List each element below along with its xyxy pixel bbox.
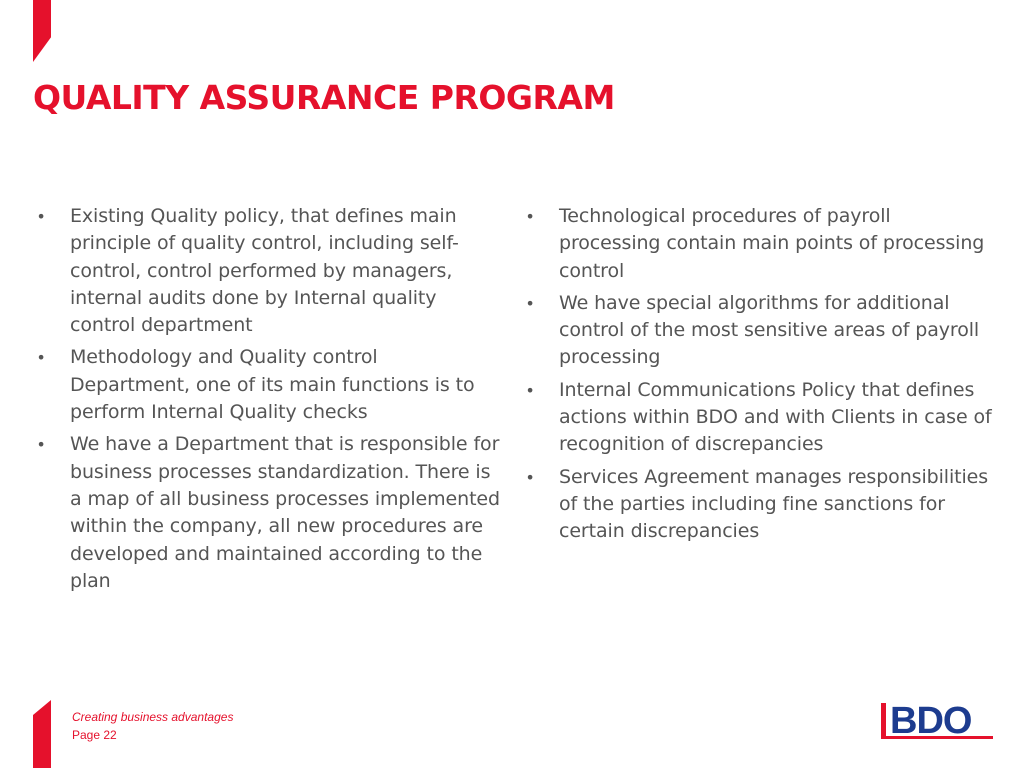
bullet-text: We have a Department that is responsible for business processes standardization. There is a map of all business processes implemented within the company, all new procedures are developed and maintained according to the plan: [70, 433, 500, 592]
list-item: [33, 344, 503, 426]
right-bullet-list: [522, 203, 992, 551]
bullet-text: Technological procedures of payroll processing contain main points of processing control: [559, 205, 985, 282]
bullet-icon: •: [36, 207, 46, 226]
list-item: [522, 377, 992, 459]
list-item: [522, 203, 992, 285]
logo-wordmark: BDO: [890, 700, 972, 742]
bdo-logo: [881, 697, 993, 743]
bullet-icon: •: [525, 207, 535, 226]
bullet-text: Internal Communications Policy that defines actions within BDO and with Clients in case of recognition of discrepancies: [559, 378, 992, 456]
footer-page-number: Page 22: [72, 728, 117, 742]
list-item: [522, 290, 992, 372]
left-bullet-list: [33, 203, 503, 600]
top-accent-bar: [33, 0, 51, 62]
bullet-text: Methodology and Quality control Department, one of its main functions is to perform Internal Quality checks: [70, 346, 475, 424]
bottom-accent-bar: [33, 700, 51, 768]
bullet-icon: •: [36, 435, 46, 455]
bullet-icon: •: [36, 348, 46, 368]
bullet-text: Services Agreement manages responsibilities of the parties including fine sanctions for certain discrepancies: [559, 465, 989, 543]
logo-red-bar: [881, 703, 886, 739]
footer-tagline: Creating business advantages: [72, 710, 234, 724]
bullet-text: We have special algorithms for additional control of the most sensitive areas of payroll processing: [559, 291, 980, 369]
slide-title: QUALITY ASSURANCE PROGRAM: [33, 78, 615, 117]
bullet-icon: •: [525, 467, 535, 487]
bullet-icon: •: [525, 380, 535, 400]
list-item: [33, 431, 503, 595]
bullet-icon: •: [525, 293, 535, 313]
bullet-text: Existing Quality policy, that defines main principle of quality control, including self-control, control performed by managers, internal audits done by Internal quality control department: [70, 205, 459, 337]
list-item: [522, 464, 992, 546]
list-item: [33, 203, 503, 339]
